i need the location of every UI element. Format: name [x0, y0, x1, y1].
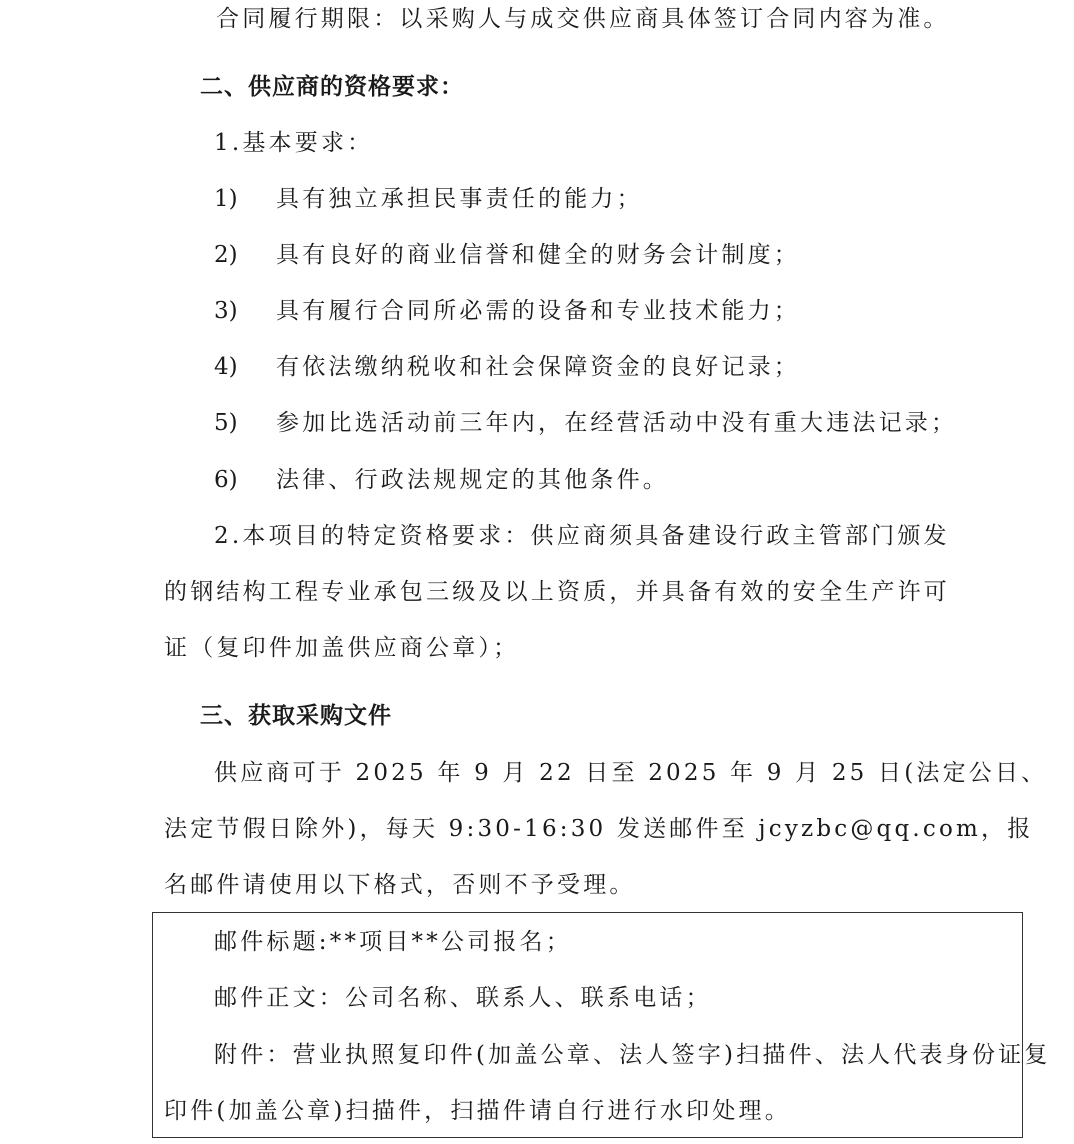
contract-period-text: 合同履行期限：以采购人与成交供应商具体签订合同内容为准。 — [216, 6, 950, 32]
item-text: 法律、行政法规规定的其他条件。 — [276, 467, 669, 493]
specific-requirement-line: 证（复印件加盖供应商公章）； — [164, 635, 520, 661]
specific-requirement-line: 的钢结构工程专业承包三级及以上资质，并具备有效的安全生产许可 — [164, 579, 950, 605]
item-number: 4) — [214, 354, 238, 380]
requirement-item — [214, 184, 643, 214]
item-text: 具有良好的商业信誉和健全的财务会计制度； — [276, 242, 800, 268]
requirement-item — [214, 240, 800, 270]
email-attachment-format: 印件(加盖公章)扫描件，扫描件请自行进行水印处理。 — [164, 1098, 791, 1124]
item-number: 1) — [214, 186, 238, 212]
specific-requirement-line: 2.本项目的特定资格要求：供应商须具备建设行政主管部门颁发 — [214, 523, 950, 549]
requirement-item — [214, 465, 669, 495]
item-number: 6) — [214, 467, 238, 493]
section2-heading: 二、供应商的资格要求： — [200, 74, 464, 100]
requirement-item — [214, 408, 957, 438]
procurement-text-line: 供应商可于 2025 年 9 月 22 日至 2025 年 9 月 25 日(法定公日、 — [214, 760, 1048, 786]
email-attachment-format: 附件：营业执照复印件(加盖公章、法人签字)扫描件、法人代表身份证复 — [214, 1042, 1051, 1068]
item-text: 具有独立承担民事责任的能力； — [276, 186, 643, 212]
requirement-item — [214, 352, 800, 382]
item-number: 5) — [214, 410, 238, 436]
requirement-item — [214, 296, 800, 326]
email-subject-format: 邮件标题:**项目**公司报名； — [214, 929, 572, 955]
item-text: 有依法缴纳税收和社会保障资金的良好记录； — [276, 354, 800, 380]
procurement-text-line: 法定节假日除外)，每天 9:30-16:30 发送邮件至 jcyzbc@qq.com，报 — [164, 816, 1034, 842]
procurement-text-line: 名邮件请使用以下格式，否则不予受理。 — [164, 872, 636, 898]
section3-heading: 三、获取采购文件 — [200, 703, 392, 729]
item-text: 参加比选活动前三年内，在经营活动中没有重大违法记录； — [276, 410, 958, 436]
item-number: 2) — [214, 242, 238, 268]
basic-requirements-title: 1.基本要求： — [214, 130, 374, 156]
item-number: 3) — [214, 298, 238, 324]
email-body-format: 邮件正文：公司名称、联系人、联系电话； — [214, 985, 712, 1011]
item-text: 具有履行合同所必需的设备和专业技术能力； — [276, 298, 800, 324]
